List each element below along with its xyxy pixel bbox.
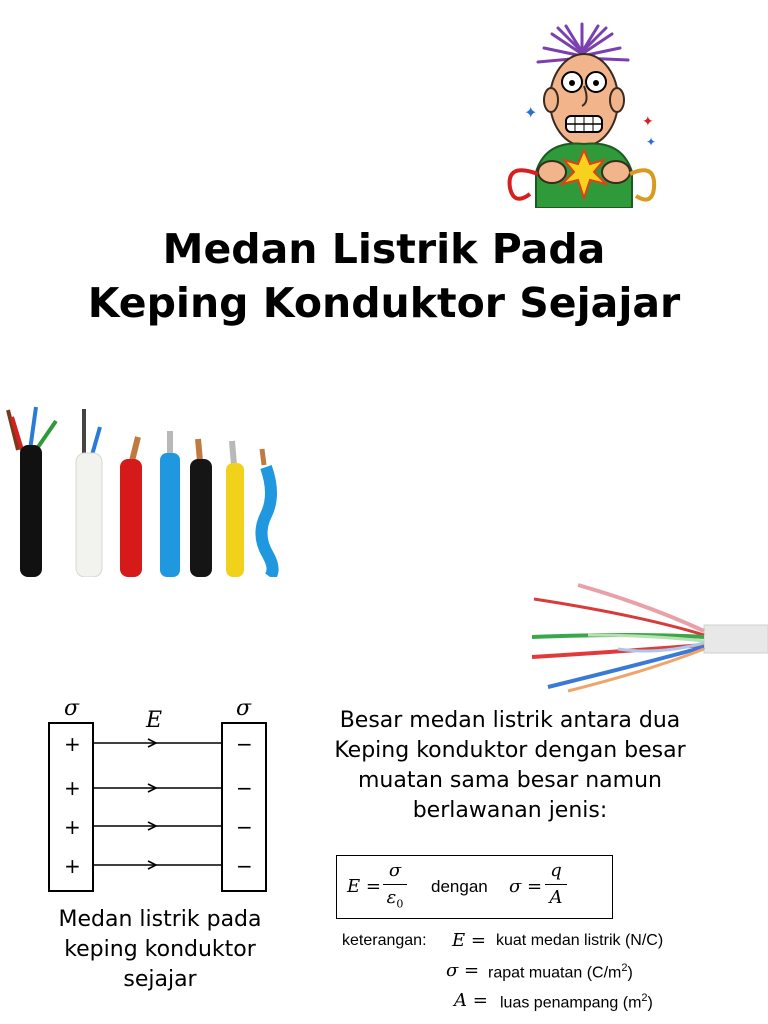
sigma-right-label: σ [236, 696, 252, 721]
slide-title [0, 222, 768, 330]
fraction-bar [383, 884, 407, 885]
formula-connector: dengan [431, 877, 488, 896]
fraction-denominator: A [549, 887, 563, 908]
fraction-sigma-over-epsilon [383, 860, 407, 916]
colored-cables-image [0, 395, 300, 577]
legend [340, 928, 760, 1024]
legend-text: kuat medan listrik (N/C) [496, 932, 664, 949]
svg-text:✦: ✦ [642, 114, 654, 130]
minus-sign: − [236, 854, 253, 878]
diagram-caption: Medan listrik pada keping konduktor sejajar [58, 907, 262, 992]
title-line-1: Medan Listrik Pada [162, 225, 606, 273]
parallel-plate-diagram [40, 695, 280, 900]
svg-text:✦: ✦ [524, 103, 538, 122]
formula-lhs: E = [347, 876, 381, 897]
network-cable-image [528, 575, 768, 697]
fraction-q-over-a [545, 860, 567, 909]
fraction-numerator: σ [388, 860, 402, 881]
minus-sign: − [236, 732, 253, 756]
plus-sign: + [64, 815, 81, 839]
plus-sign: + [64, 776, 81, 800]
legend-symbol: A = [454, 990, 488, 1011]
fraction-denominator: $\varepsilon_0$ [386, 887, 404, 911]
legend-text: rapat muatan $(C/m^2)$ [488, 962, 633, 982]
plus-sign: + [64, 854, 81, 878]
formula-box [336, 855, 613, 919]
fraction-numerator: q [550, 860, 562, 881]
title-line-2: Keping Konduktor Sejajar [87, 279, 681, 327]
plus-sign: + [64, 732, 81, 756]
sigma-equals: σ = [509, 876, 543, 897]
svg-text:✦: ✦ [646, 135, 657, 149]
minus-sign: − [236, 776, 253, 800]
description-text: Besar medan listrik antara dua Keping konduktor dengan besar muatan sama besar namun berlawanan jenis: [334, 708, 686, 823]
field-label: E [146, 708, 163, 733]
legend-intro: keterangan: [342, 932, 427, 949]
legend-symbol: σ = [446, 960, 480, 981]
legend-text: luas penampang $(m^2)$ [500, 992, 653, 1012]
shocked-man-illustration [496, 22, 668, 208]
minus-sign: − [236, 815, 253, 839]
sigma-left-label: σ [64, 696, 80, 721]
fraction-bar [545, 884, 567, 885]
legend-symbol: E = [452, 930, 486, 951]
